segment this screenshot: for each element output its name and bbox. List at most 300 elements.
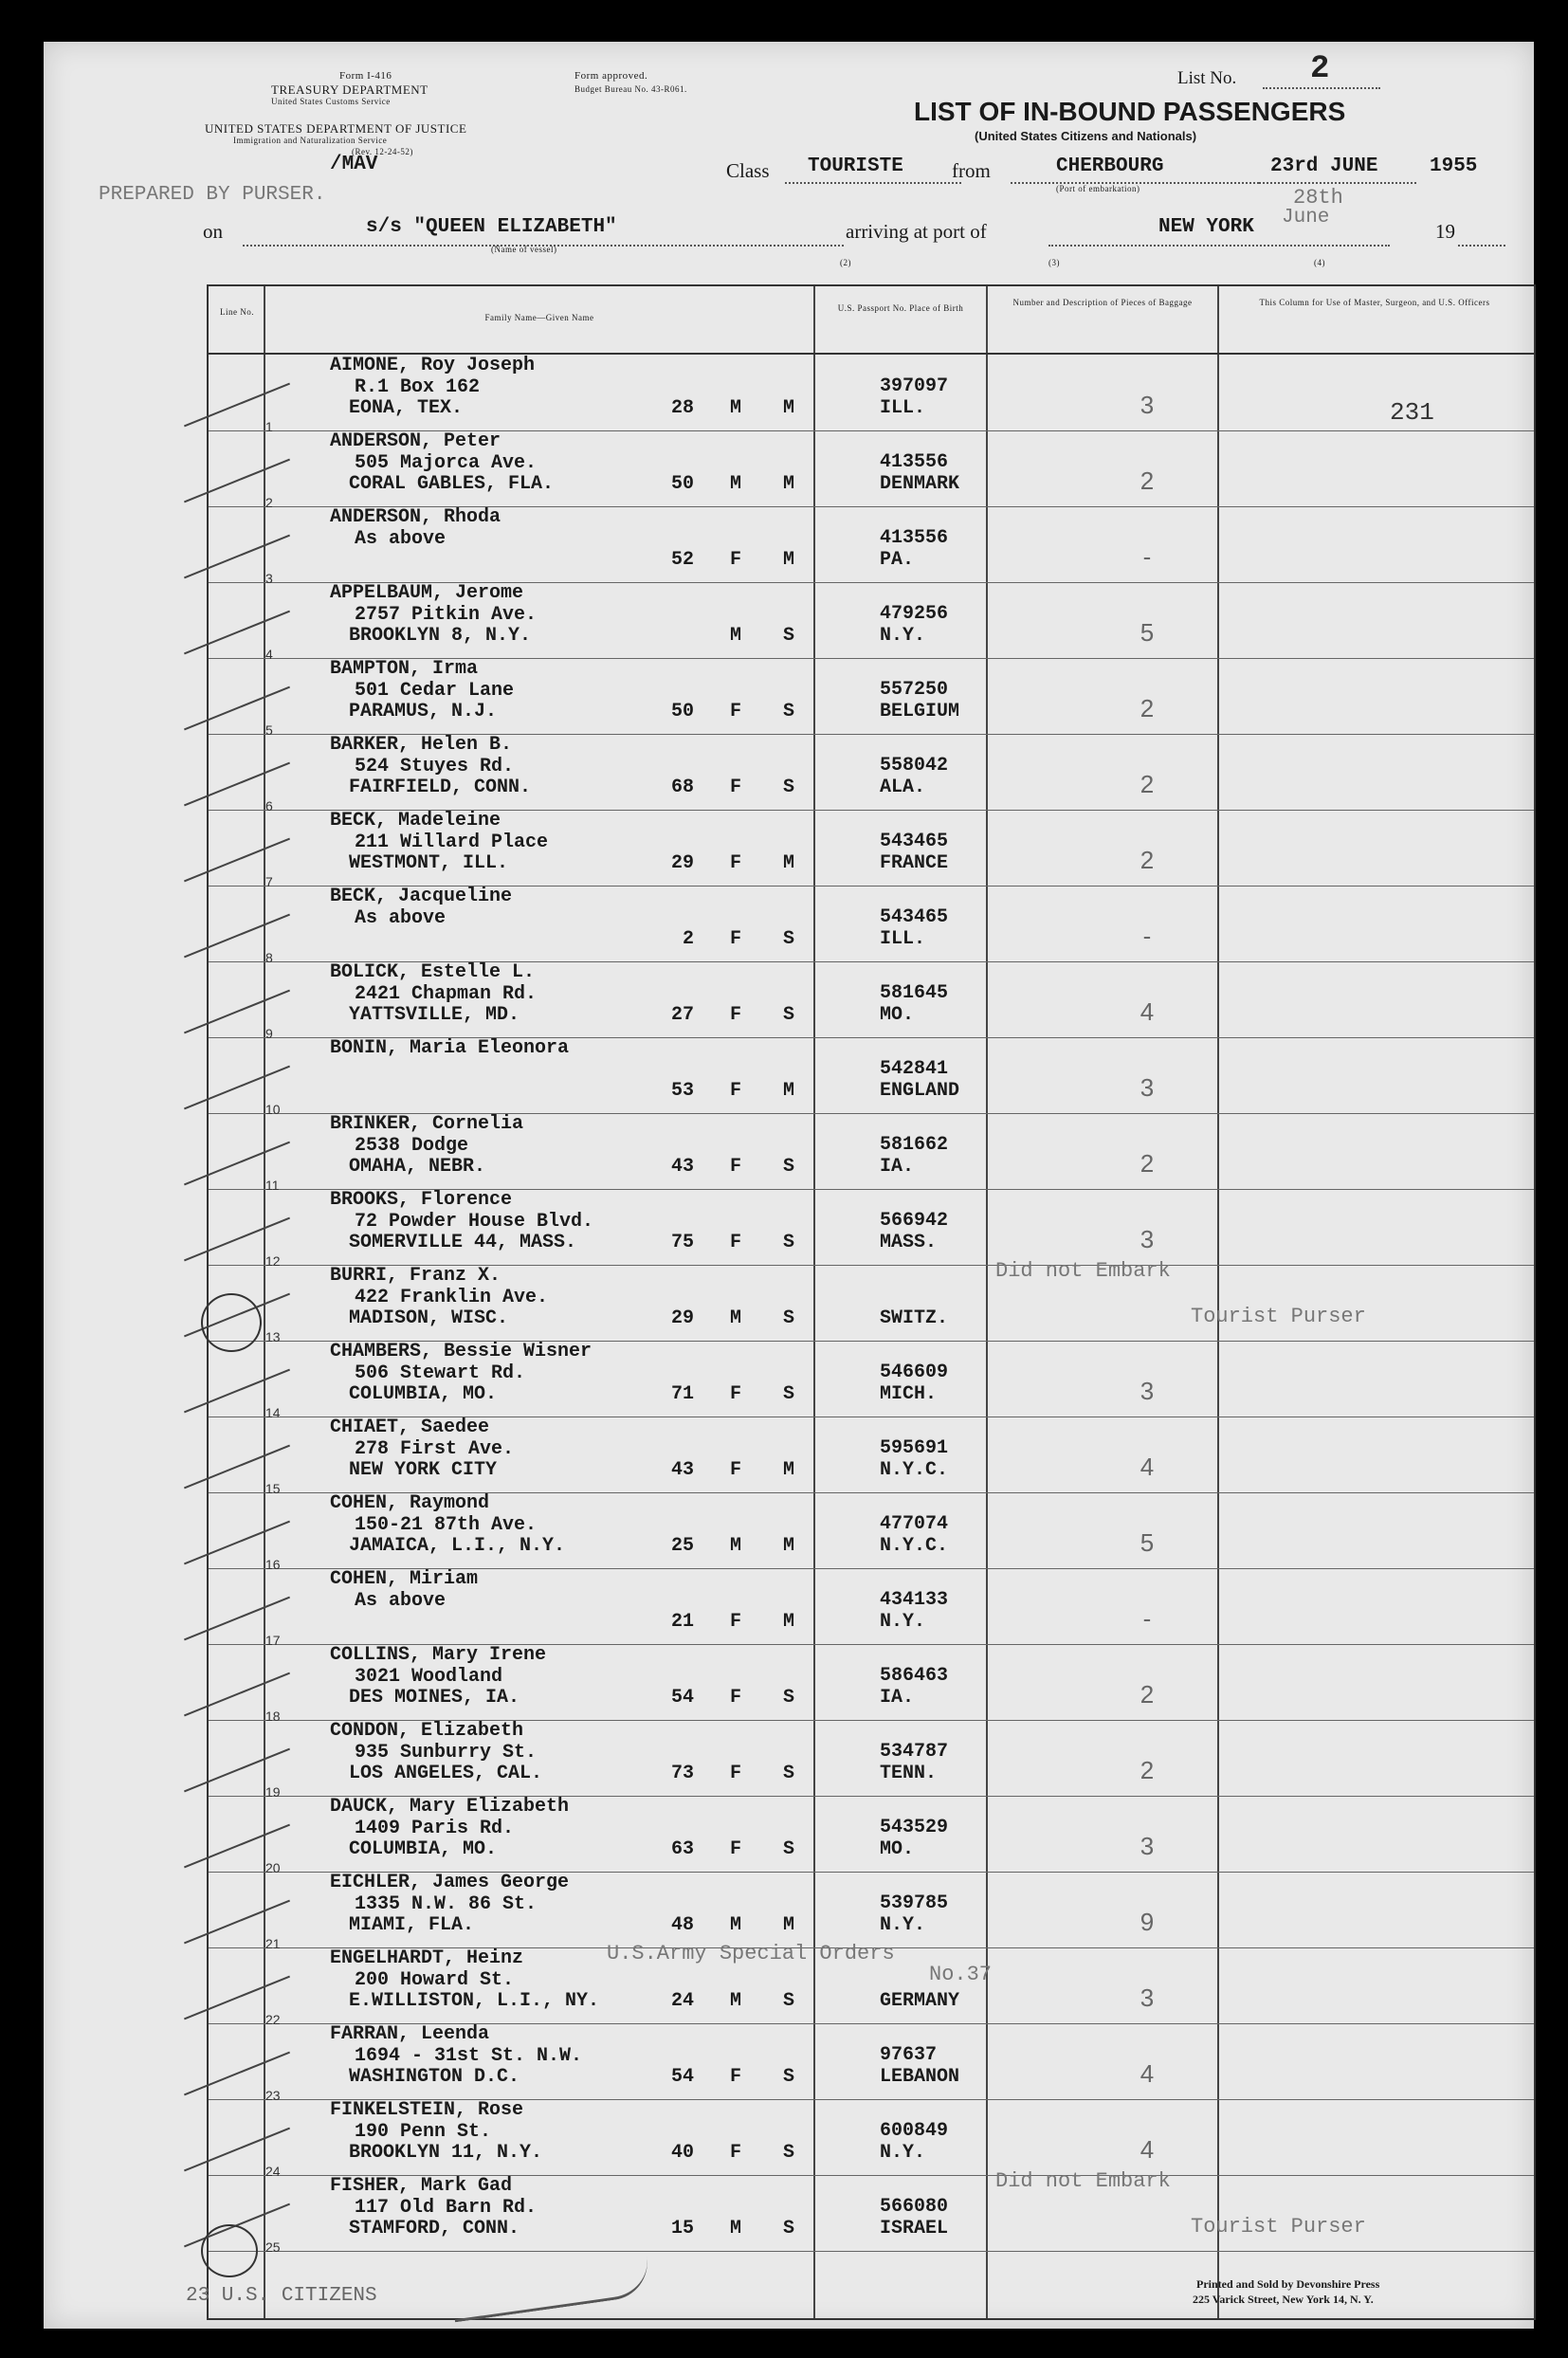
- place-of-birth: N.Y.: [880, 625, 926, 647]
- line-number: 17: [265, 1633, 281, 1648]
- line-number: 19: [265, 1784, 281, 1800]
- age: 21: [670, 1611, 694, 1633]
- passenger-name: FARRAN, Leenda: [330, 2023, 490, 2045]
- address-line-2: MADISON, WISC.: [349, 1307, 509, 1329]
- table-row: [209, 1568, 1534, 1648]
- line-number: 8: [265, 950, 273, 965]
- table-row: [209, 1189, 1534, 1269]
- marital-status: S: [783, 701, 795, 722]
- passport-number: 477074: [880, 1513, 949, 1535]
- table-row: [209, 1037, 1534, 1117]
- passport-number: 534787: [880, 1741, 949, 1763]
- passport-number: 479256: [880, 603, 949, 625]
- passport-number: 543465: [880, 831, 949, 852]
- address-line-1: 117 Old Barn Rd.: [355, 2197, 538, 2219]
- passport-number: 581645: [880, 982, 949, 1004]
- passport-number: 557250: [880, 679, 949, 701]
- table-row: [209, 658, 1534, 738]
- passport-number: 581662: [880, 1134, 949, 1156]
- baggage-count: 4: [1140, 997, 1155, 1026]
- table-row: [209, 1872, 1534, 1951]
- check-mark: [184, 762, 290, 807]
- passport-number: 543529: [880, 1817, 949, 1838]
- passport-number: 546609: [880, 1362, 949, 1383]
- table-row: [209, 810, 1534, 887]
- embark-date: 23rd JUNE: [1270, 155, 1378, 177]
- address-line-1: 524 Stuyes Rd.: [355, 756, 515, 777]
- baggage-count: 4: [1140, 2059, 1155, 2088]
- arrival-day: 28th: [1293, 186, 1343, 210]
- embarkation-port: CHERBOURG: [1056, 155, 1164, 177]
- baggage-count: -: [1142, 542, 1152, 571]
- address-line-2: YATTSVILLE, MD.: [349, 1004, 520, 1026]
- sex: F: [730, 1459, 742, 1481]
- line-number: 4: [265, 647, 273, 662]
- age: 75: [670, 1232, 694, 1253]
- address-line-1: 1694 - 31st St. N.W.: [355, 2045, 583, 2067]
- form-approved: Form approved.: [574, 70, 648, 82]
- passport-number: 413556: [880, 451, 949, 473]
- age: 29: [670, 1307, 694, 1329]
- marital-status: S: [783, 1307, 795, 1329]
- line-number: 20: [265, 1860, 281, 1875]
- place-of-birth: N.Y.: [880, 1611, 926, 1633]
- list-no-label: List No.: [1177, 68, 1237, 88]
- table-row: [209, 355, 1534, 434]
- passenger-name: BURRI, Franz X.: [330, 1265, 501, 1287]
- sex: F: [730, 1004, 742, 1026]
- place-of-birth: DENMARK: [880, 473, 960, 495]
- marital-status: S: [783, 625, 795, 647]
- line-number: 5: [265, 722, 273, 738]
- col-caption-4: (4): [1314, 258, 1325, 267]
- line-number: 2: [265, 495, 273, 510]
- passenger-name: BECK, Jacqueline: [330, 886, 513, 907]
- place-of-birth: ALA.: [880, 777, 926, 798]
- table-row: [209, 1113, 1534, 1193]
- header-baggage: Number and Description of Pieces of Baggage: [1012, 298, 1193, 307]
- passport-number: 97637: [880, 2044, 938, 2066]
- address-line-1: 505 Majorca Ave.: [355, 452, 538, 474]
- address-line-2: DES MOINES, IA.: [349, 1687, 520, 1709]
- check-mark: [184, 838, 290, 883]
- place-of-birth: N.Y.: [880, 1914, 926, 1936]
- address-line-1: 935 Sunburry St.: [355, 1742, 538, 1764]
- col-caption-3: (3): [1048, 258, 1060, 267]
- check-mark: [184, 990, 290, 1034]
- address-line-2: COLUMBIA, MO.: [349, 1838, 498, 1860]
- line-number: 14: [265, 1405, 281, 1420]
- place-of-birth: N.Y.: [880, 2142, 926, 2164]
- header-name: Family Name—Given Name: [484, 313, 594, 322]
- sex: F: [730, 1687, 742, 1709]
- baggage-count: 2: [1140, 770, 1155, 798]
- baggage-count: 2: [1140, 466, 1155, 495]
- place-of-birth: TENN.: [880, 1763, 938, 1784]
- place-of-birth: ILL.: [880, 397, 926, 419]
- class-label: Class: [726, 159, 770, 182]
- sex: F: [730, 2142, 742, 2164]
- treasury-dept: TREASURY DEPARTMENT: [271, 82, 428, 97]
- baggage-count: 2: [1140, 846, 1155, 874]
- age: 73: [670, 1763, 694, 1784]
- place-of-birth: BELGIUM: [880, 701, 960, 722]
- table-row: [209, 1417, 1534, 1496]
- address-line-2: WESTMONT, ILL.: [349, 852, 509, 874]
- check-mark: [184, 383, 290, 428]
- address-line-2: FAIRFIELD, CONN.: [349, 777, 532, 798]
- address-line-2: OMAHA, NEBR.: [349, 1156, 486, 1178]
- marital-status: M: [783, 1535, 795, 1557]
- marital-status: S: [783, 1232, 795, 1253]
- passenger-name: COHEN, Raymond: [330, 1492, 490, 1514]
- address-line-2: BROOKLYN 8, N.Y.: [349, 625, 532, 647]
- arrival-port: NEW YORK: [1158, 216, 1254, 238]
- address-line-2: BROOKLYN 11, N.Y.: [349, 2142, 543, 2164]
- place-of-birth: N.Y.C.: [880, 1459, 949, 1481]
- check-mark: [184, 459, 290, 503]
- passenger-name: CONDON, Elizabeth: [330, 1720, 524, 1742]
- passenger-name: APPELBAUM, Jerome: [330, 582, 524, 604]
- sex: M: [730, 1914, 742, 1936]
- sex: M: [730, 397, 742, 419]
- sex: F: [730, 1611, 742, 1633]
- sex: F: [730, 777, 742, 798]
- marital-status: S: [783, 777, 795, 798]
- sex: M: [730, 473, 742, 495]
- table-row: [209, 1720, 1534, 1800]
- address-line-2: NEW YORK CITY: [349, 1459, 498, 1481]
- table-row: [209, 734, 1534, 811]
- address-line-1: 2421 Chapman Rd.: [355, 983, 538, 1005]
- baggage-count: 9: [1140, 1908, 1155, 1936]
- address-line-1: As above: [355, 528, 447, 550]
- baggage-count: 4: [1140, 1453, 1155, 1481]
- line-number: 23: [265, 2088, 281, 2103]
- passenger-name: EICHLER, James George: [330, 1872, 570, 1893]
- marital-status: S: [783, 1763, 795, 1784]
- age: 24: [670, 1990, 694, 2012]
- line-number: 10: [265, 1102, 281, 1117]
- address-line-1: 2538 Dodge: [355, 1135, 469, 1157]
- address-line-1: 1335 N.W. 86 St.: [355, 1893, 538, 1915]
- age: 48: [670, 1914, 694, 1936]
- baggage-count: 3: [1140, 1983, 1155, 2012]
- sex: F: [730, 928, 742, 950]
- age: 50: [670, 701, 694, 722]
- address-line-1: As above: [355, 907, 447, 929]
- address-line-1: As above: [355, 1590, 447, 1612]
- check-mark: [184, 611, 290, 655]
- age: 53: [670, 1080, 694, 1102]
- header-line-no: Line No.: [220, 307, 254, 317]
- passenger-name: BARKER, Helen B.: [330, 734, 513, 756]
- from-label: from: [952, 159, 991, 182]
- vessel-caption: (Name of vessel): [491, 245, 557, 254]
- passenger-name: COLLINS, Mary Irene: [330, 1644, 547, 1666]
- marital-status: M: [783, 549, 795, 571]
- baggage-count: 3: [1140, 1225, 1155, 1253]
- sex: F: [730, 549, 742, 571]
- address-line-1: 211 Willard Place: [355, 832, 549, 853]
- table-row: [209, 1341, 1534, 1420]
- passport-number: 595691: [880, 1437, 949, 1459]
- baggage-count: 3: [1140, 1832, 1155, 1860]
- table-row: [209, 430, 1534, 510]
- address-line-1: 3021 Woodland: [355, 1666, 503, 1688]
- passenger-name: BONIN, Maria Eleonora: [330, 1037, 570, 1059]
- table-row: [209, 1492, 1534, 1572]
- passport-number: 566942: [880, 1210, 949, 1232]
- place-of-birth: IA.: [880, 1156, 915, 1178]
- age: 2: [682, 928, 694, 950]
- age: 15: [670, 2218, 694, 2239]
- table-row: [209, 961, 1534, 1041]
- age: 68: [670, 777, 694, 798]
- passenger-name: ANDERSON, Peter: [330, 430, 501, 452]
- marital-status: S: [783, 1990, 795, 2012]
- sex: M: [730, 1990, 742, 2012]
- line-number: 13: [265, 1329, 281, 1344]
- place-of-birth: MO.: [880, 1838, 915, 1860]
- table-row: [209, 1644, 1534, 1724]
- marital-status: M: [783, 1914, 795, 1936]
- revision-label: (Rev. 12-24-52): [352, 147, 413, 156]
- table-row: [209, 2099, 1534, 2179]
- baggage-count: 2: [1140, 1149, 1155, 1178]
- printer-line-1: Printed and Sold by Devonshire Press: [1196, 2277, 1380, 2291]
- officer-note: 231: [1390, 398, 1434, 427]
- baggage-count: 2: [1140, 694, 1155, 722]
- marital-status: S: [783, 2218, 795, 2239]
- marital-status: S: [783, 1156, 795, 1178]
- baggage-count: 2: [1140, 1680, 1155, 1709]
- vessel-name: s/s "QUEEN ELIZABETH": [366, 216, 617, 238]
- passport-number: 558042: [880, 755, 949, 777]
- baggage-count: 4: [1140, 2135, 1155, 2164]
- circle-mark: [201, 1293, 262, 1352]
- line-number: 6: [265, 798, 273, 813]
- address-line-2: EONA, TEX.: [349, 397, 464, 419]
- baggage-count: 3: [1140, 391, 1155, 419]
- place-of-birth: GERMANY: [880, 1990, 960, 2012]
- col-caption-2: (2): [840, 258, 851, 267]
- port-caption: (Port of embarkation): [1056, 184, 1140, 193]
- annotation: No.37: [929, 1963, 993, 1986]
- line-number: 7: [265, 874, 273, 889]
- address-line-2: WASHINGTON D.C.: [349, 2066, 520, 2088]
- address-line-1: 278 First Ave.: [355, 1438, 515, 1460]
- table-row: [209, 886, 1534, 965]
- age: 43: [670, 1156, 694, 1178]
- annotation: Did not Embark: [995, 1259, 1171, 1283]
- place-of-birth: LEBANON: [880, 2066, 960, 2088]
- address-line-1: 422 Franklin Ave.: [355, 1287, 549, 1308]
- age: 27: [670, 1004, 694, 1026]
- citizen-count: 23 U.S. CITIZENS: [186, 2285, 377, 2307]
- sex: F: [730, 1232, 742, 1253]
- line-number: 11: [265, 1178, 280, 1193]
- passport-number: 397097: [880, 375, 949, 397]
- form-subtitle: (United States Citizens and Nationals): [975, 129, 1197, 143]
- passport-number: 600849: [880, 2120, 949, 2142]
- line-number: 12: [265, 1253, 281, 1269]
- sex: F: [730, 1763, 742, 1784]
- place-of-birth: ENGLAND: [880, 1080, 960, 1102]
- age: 63: [670, 1838, 694, 1860]
- justice-dept: UNITED STATES DEPARTMENT OF JUSTICE: [205, 121, 467, 136]
- on-label: on: [203, 220, 223, 243]
- address-line-1: 200 Howard St.: [355, 1969, 515, 1991]
- passport-number: 539785: [880, 1892, 949, 1914]
- header-officers: This Column for Use of Master, Surgeon, and U.S. Officers: [1259, 298, 1490, 307]
- age: 28: [670, 397, 694, 419]
- manifest-page: [44, 42, 1534, 2329]
- passport-number: 413556: [880, 527, 949, 549]
- address-line-1: 506 Stewart Rd.: [355, 1362, 526, 1384]
- passenger-name: DAUCK, Mary Elizabeth: [330, 1796, 570, 1818]
- age: 54: [670, 2066, 694, 2088]
- baggage-count: -: [1142, 922, 1152, 950]
- address-line-2: LOS ANGELES, CAL.: [349, 1763, 543, 1784]
- passenger-name: AIMONE, Roy Joseph: [330, 355, 536, 376]
- marital-status: M: [783, 473, 795, 495]
- marital-status: S: [783, 928, 795, 950]
- annotation: Did not Embark: [995, 2169, 1171, 2193]
- age: 54: [670, 1687, 694, 1709]
- passenger-name: ENGELHARDT, Heinz: [330, 1947, 524, 1969]
- marital-status: S: [783, 1838, 795, 1860]
- sex: F: [730, 1838, 742, 1860]
- marital-status: S: [783, 2142, 795, 2164]
- passenger-name: BROOKS, Florence: [330, 1189, 513, 1211]
- sex: F: [730, 1080, 742, 1102]
- line-number: 1: [265, 419, 273, 434]
- age: 40: [670, 2142, 694, 2164]
- passenger-name: ANDERSON, Rhoda: [330, 506, 501, 528]
- passenger-name: COHEN, Miriam: [330, 1568, 479, 1590]
- line-number: 24: [265, 2164, 281, 2179]
- sex: M: [730, 1307, 742, 1329]
- budget-bureau: Budget Bureau No. 43-R061.: [574, 84, 687, 94]
- marital-status: S: [783, 1004, 795, 1026]
- baggage-count: 5: [1140, 1528, 1155, 1557]
- address-line-2: JAMAICA, L.I., N.Y.: [349, 1535, 566, 1557]
- address-line-1: 72 Powder House Blvd.: [355, 1211, 594, 1233]
- address-line-2: COLUMBIA, MO.: [349, 1383, 498, 1405]
- prepared-by: PREPARED BY PURSER.: [99, 184, 326, 206]
- annotation: U.S.Army Special Orders: [607, 1942, 895, 1965]
- place-of-birth: IA.: [880, 1687, 915, 1709]
- passenger-name: CHIAET, Saedee: [330, 1417, 490, 1438]
- line-number: 9: [265, 1026, 273, 1041]
- address-line-1: 150-21 87th Ave.: [355, 1514, 538, 1536]
- passenger-name: BOLICK, Estelle L.: [330, 961, 536, 983]
- place-of-birth: ISRAEL: [880, 2218, 949, 2239]
- marital-status: M: [783, 852, 795, 874]
- age: 25: [670, 1535, 694, 1557]
- place-of-birth: MASS.: [880, 1232, 938, 1253]
- age: 52: [670, 549, 694, 571]
- address-line-1: 501 Cedar Lane: [355, 680, 515, 702]
- arrival-year: 19: [1435, 220, 1455, 243]
- passenger-name: CHAMBERS, Bessie Wisner: [330, 1341, 593, 1362]
- check-mark: [184, 535, 290, 579]
- place-of-birth: N.Y.C.: [880, 1535, 949, 1557]
- address-line-2: PARAMUS, N.J.: [349, 701, 498, 722]
- marital-status: S: [783, 1687, 795, 1709]
- check-mark: [184, 686, 290, 731]
- table-row: [209, 2023, 1534, 2103]
- passenger-name: FISHER, Mark Gad: [330, 2175, 513, 2197]
- arrival-month: June: [1282, 207, 1330, 228]
- address-line-1: 1409 Paris Rd.: [355, 1818, 515, 1839]
- line-number: 22: [265, 2012, 281, 2027]
- passenger-name: FINKELSTEIN, Rose: [330, 2099, 524, 2121]
- age: 29: [670, 852, 694, 874]
- customs-service: United States Customs Service: [271, 97, 391, 106]
- ins-label: Immigration and Naturalization Service: [233, 136, 388, 145]
- place-of-birth: FRANCE: [880, 852, 949, 874]
- address-line-2: MIAMI, FLA.: [349, 1914, 475, 1936]
- passenger-name: BRINKER, Cornelia: [330, 1113, 524, 1135]
- place-of-birth: MO.: [880, 1004, 915, 1026]
- place-of-birth: ILL.: [880, 928, 926, 950]
- line-number: 15: [265, 1481, 281, 1496]
- address-line-1: R.1 Box 162: [355, 376, 481, 398]
- passport-number: 434133: [880, 1589, 949, 1611]
- sex: F: [730, 1156, 742, 1178]
- line-number: 3: [265, 571, 273, 586]
- line-number: 16: [265, 1557, 281, 1572]
- sex: M: [730, 625, 742, 647]
- table-row: [209, 506, 1534, 586]
- place-of-birth: PA.: [880, 549, 915, 571]
- age: 50: [670, 473, 694, 495]
- sex: F: [730, 1383, 742, 1405]
- baggage-count: 5: [1140, 618, 1155, 647]
- arriving-label: arriving at port of: [846, 220, 987, 243]
- passenger-name: BAMPTON, Irma: [330, 658, 479, 680]
- form-number: Form I-416: [339, 70, 392, 82]
- passport-number: 566080: [880, 2196, 949, 2218]
- table-row: [209, 1796, 1534, 1873]
- initials: /MAV: [330, 154, 378, 175]
- circle-mark: [201, 2224, 258, 2277]
- address-line-1: 190 Penn St.: [355, 2121, 492, 2143]
- printer-line-2: 225 Varick Street, New York 14, N. Y.: [1193, 2293, 1374, 2306]
- passenger-name: BECK, Madeleine: [330, 810, 501, 832]
- marital-status: M: [783, 1459, 795, 1481]
- embark-year: 1955: [1430, 155, 1478, 177]
- list-number: 2: [1310, 51, 1330, 87]
- address-line-2: SOMERVILLE 44, MASS.: [349, 1232, 577, 1253]
- address-line-2: STAMFORD, CONN.: [349, 2218, 520, 2239]
- passport-number: 543465: [880, 906, 949, 928]
- place-of-birth: MICH.: [880, 1383, 938, 1405]
- marital-status: S: [783, 2066, 795, 2088]
- annotation: Tourist Purser: [1191, 1305, 1366, 1328]
- marital-status: M: [783, 397, 795, 419]
- line-number: 25: [265, 2239, 281, 2255]
- sex: F: [730, 852, 742, 874]
- age: 71: [670, 1383, 694, 1405]
- table-row: [209, 582, 1534, 662]
- marital-status: M: [783, 1611, 795, 1633]
- baggage-count: 3: [1140, 1377, 1155, 1405]
- baggage-count: -: [1142, 1604, 1152, 1633]
- sex: F: [730, 701, 742, 722]
